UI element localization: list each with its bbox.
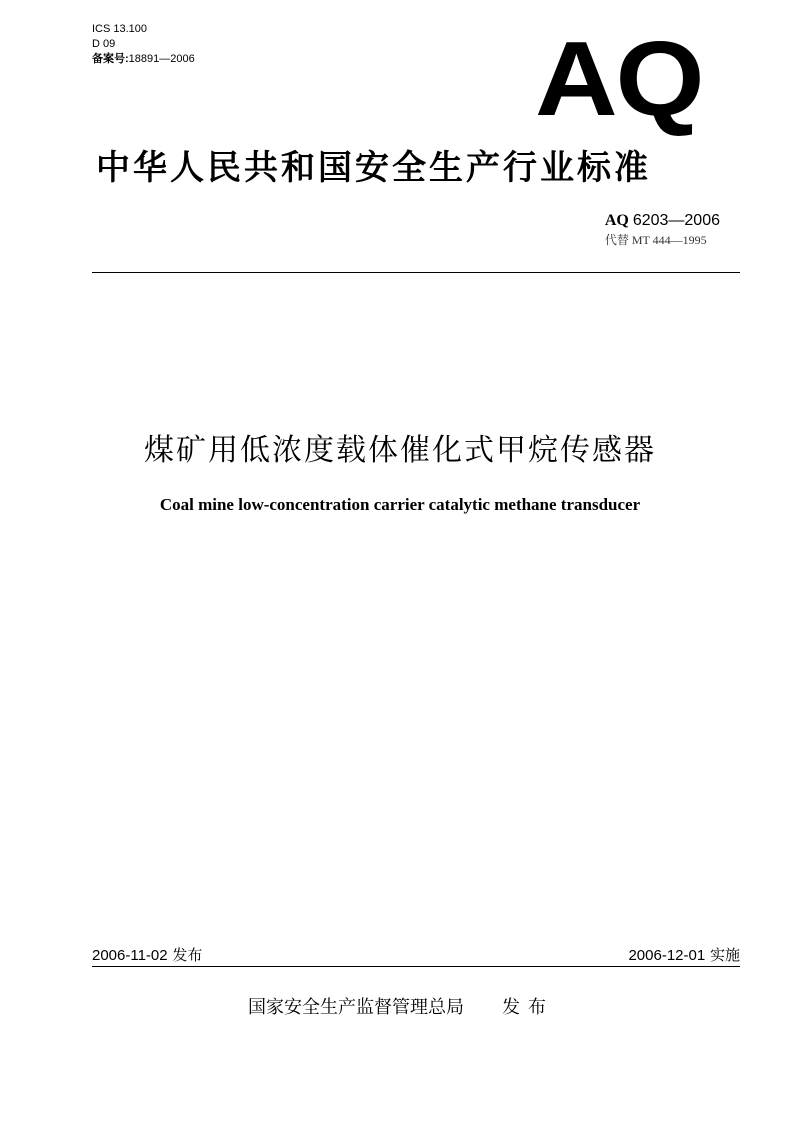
issue-date-value: 2006-11-02 [92, 947, 168, 964]
record-number [92, 52, 195, 67]
ccs-code: D 09 [92, 38, 116, 50]
standard-number-block [605, 212, 720, 248]
record-label: 备案号: [92, 53, 129, 65]
document-title-chinese: 煤矿用低浓度载体催化式甲烷传感器 [144, 433, 656, 468]
header-meta [92, 22, 195, 67]
standard-number-value: 6203—2006 [632, 212, 720, 229]
issue-date [92, 944, 202, 965]
record-value: 18891—2006 [128, 53, 195, 65]
ics-code: ICS 13.100 [92, 23, 148, 35]
standard-category-title: 中华人民共和国安全生产行业标准 [96, 148, 651, 188]
top-divider [92, 272, 740, 273]
effective-date-label: 实施 [709, 946, 740, 964]
effective-date-value: 2006-12-01 [628, 947, 706, 964]
document-title-english: Coal mine low-concentration carrier catalytic methane transducer [159, 495, 641, 514]
replaces-standard: 代替 MT 444—1995 [604, 233, 707, 247]
issue-date-label: 发布 [172, 946, 203, 964]
standard-code: AQ [604, 212, 629, 229]
standard-number [605, 212, 720, 230]
issuer-name: 国家安全生产监督管理总局 [248, 997, 464, 1018]
aq-logo: AQ [535, 20, 703, 138]
bottom-divider [92, 966, 740, 967]
issuing-authority [248, 993, 554, 1019]
effective-date [628, 944, 740, 965]
issuer-action: 发布 [502, 997, 554, 1018]
